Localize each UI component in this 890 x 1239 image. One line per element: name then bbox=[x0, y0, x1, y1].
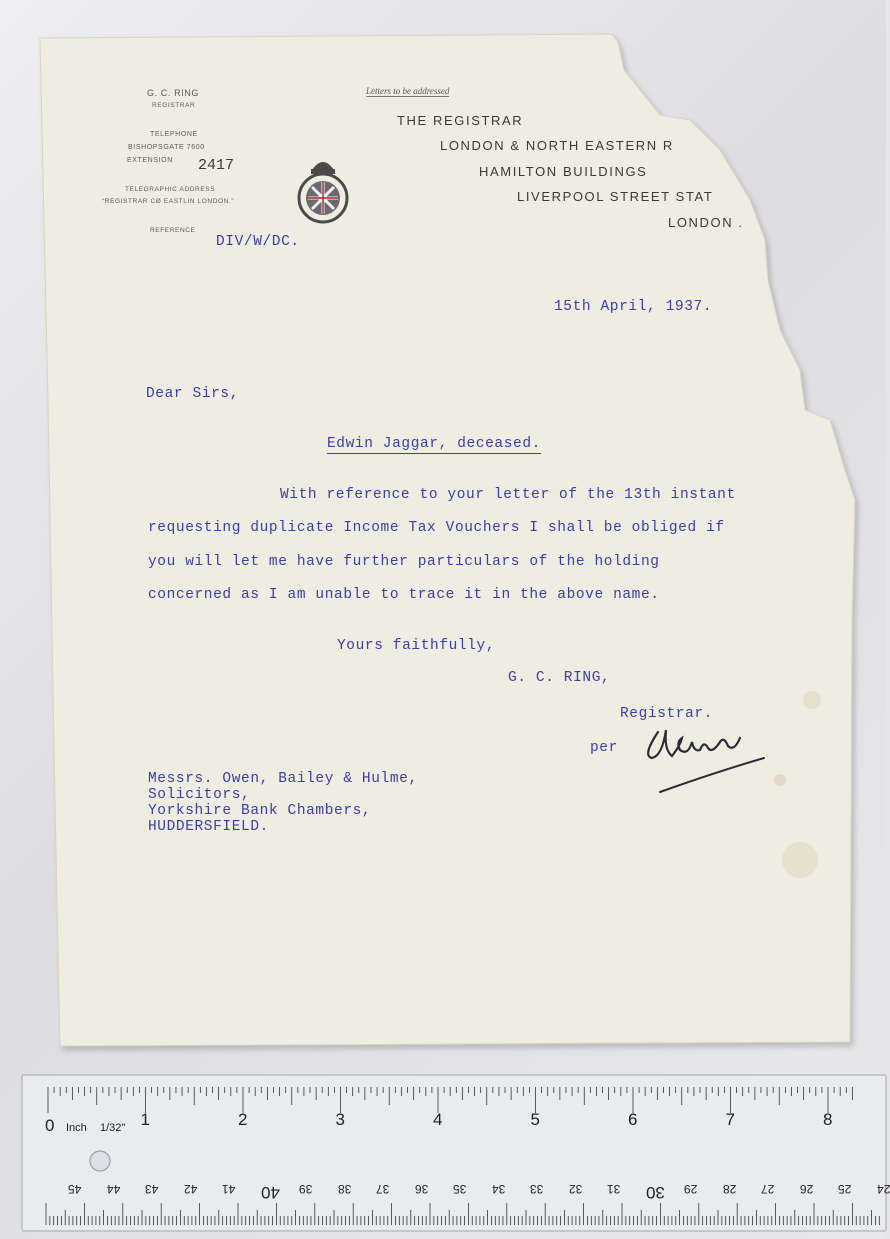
address-line-4: LIVERPOOL STREET STAT bbox=[517, 189, 714, 204]
address-line-5: LONDON . bbox=[668, 215, 744, 230]
letter-date: 15th April, 1937. bbox=[554, 299, 713, 315]
telephone-label: TELEPHONE bbox=[150, 131, 198, 138]
ruler-cm-number: 26 bbox=[799, 1182, 813, 1196]
body-line-3: you will let me have further particulars of the holding bbox=[148, 554, 660, 570]
ruler-inch-number: 1 bbox=[140, 1110, 150, 1129]
ruler-cm-number: 44 bbox=[106, 1182, 120, 1196]
ruler-cm-number: 31 bbox=[607, 1182, 621, 1196]
address-line-2: LONDON & NORTH EASTERN R bbox=[440, 138, 674, 153]
salutation: Dear Sirs, bbox=[146, 386, 240, 402]
ruler-fraction-label: 1/32" bbox=[100, 1122, 126, 1134]
ruler-cm-number: 40 bbox=[260, 1183, 280, 1202]
ruler-inch-number: 5 bbox=[530, 1110, 540, 1129]
telegraphic-label: TELEGRAPHIC ADDRESS bbox=[125, 186, 216, 193]
ruler-cm-number: 32 bbox=[568, 1182, 582, 1196]
ruler-cm-number: 45 bbox=[68, 1182, 82, 1196]
ruler-cm-number: 28 bbox=[722, 1182, 736, 1196]
ruler-cm-number: 24 bbox=[876, 1182, 890, 1196]
ruler-cm-number: 36 bbox=[414, 1182, 428, 1196]
extension-number: 2417 bbox=[198, 157, 235, 174]
ruler-inch-number: 4 bbox=[433, 1110, 443, 1129]
body-line-2: requesting duplicate Income Tax Vouchers I shall be obliged if bbox=[148, 520, 725, 536]
ruler-cm-number: 33 bbox=[530, 1182, 544, 1196]
body-line-1: With reference to your letter of the 13th instant bbox=[280, 487, 736, 503]
letters-note: Letters to be addressed bbox=[366, 86, 450, 96]
ruler-cm-number: 42 bbox=[183, 1182, 197, 1196]
registrar-title: REGISTRAR bbox=[152, 102, 196, 109]
measuring-ruler bbox=[22, 1075, 886, 1233]
signatory-name: G. C. RING, bbox=[508, 670, 611, 686]
ruler-inch-number: 3 bbox=[335, 1110, 345, 1129]
ruler-cm-number: 43 bbox=[145, 1182, 159, 1196]
ruler-cm-number: 39 bbox=[299, 1182, 313, 1196]
ruler-inch-number: 6 bbox=[628, 1110, 638, 1129]
ruler-cm-number: 35 bbox=[453, 1182, 467, 1196]
recipient-line-2: Solicitors, bbox=[148, 787, 251, 803]
signatory-title: Registrar. bbox=[620, 706, 714, 722]
ruler-inch-label: Inch bbox=[66, 1122, 87, 1134]
signature-mark bbox=[636, 716, 776, 800]
reference-code: DIV/W/DC. bbox=[216, 234, 300, 250]
telegraphic-address: “REGISTRAR CØ EASTLIN LONDON.” bbox=[102, 198, 235, 205]
ruler-cm-number: 38 bbox=[337, 1182, 351, 1196]
ruler-inch-number: 2 bbox=[238, 1110, 248, 1129]
ruler-cm-number: 30 bbox=[645, 1183, 665, 1202]
ruler-cm-number: 34 bbox=[491, 1182, 505, 1196]
per-label: per bbox=[590, 740, 618, 756]
ruler-cm-number: 25 bbox=[838, 1182, 852, 1196]
railway-crest-icon bbox=[294, 150, 352, 224]
recipient-line-1: Messrs. Owen, Bailey & Hulme, bbox=[148, 771, 418, 787]
ruler-cm-number: 41 bbox=[222, 1182, 236, 1196]
recipient-line-4: HUDDERSFIELD. bbox=[148, 819, 269, 835]
address-line-1: THE REGISTRAR bbox=[397, 113, 524, 128]
ruler-cm-number: 37 bbox=[376, 1182, 390, 1196]
telephone-number: BISHOPSGATE 7600 bbox=[128, 144, 205, 151]
ruler-inch-number: 8 bbox=[823, 1110, 833, 1129]
ruler-cm-number: 29 bbox=[684, 1182, 698, 1196]
address-line-3: HAMILTON BUILDINGS bbox=[479, 164, 648, 179]
extension-label: EXTENSION bbox=[127, 157, 173, 164]
closing: Yours faithfully, bbox=[337, 638, 496, 654]
ruler-cm-number: 27 bbox=[761, 1182, 775, 1196]
subject-line: Edwin Jaggar, deceased. bbox=[327, 436, 541, 452]
reference-label: REFERENCE bbox=[150, 227, 196, 234]
registrar-name: G. C. RING bbox=[147, 88, 200, 98]
ruler-inch-zero: 0 bbox=[45, 1116, 55, 1135]
body-line-4: concerned as I am unable to trace it in the above name. bbox=[148, 587, 660, 603]
ruler-inch-number: 7 bbox=[725, 1110, 735, 1129]
recipient-line-3: Yorkshire Bank Chambers, bbox=[148, 803, 372, 819]
